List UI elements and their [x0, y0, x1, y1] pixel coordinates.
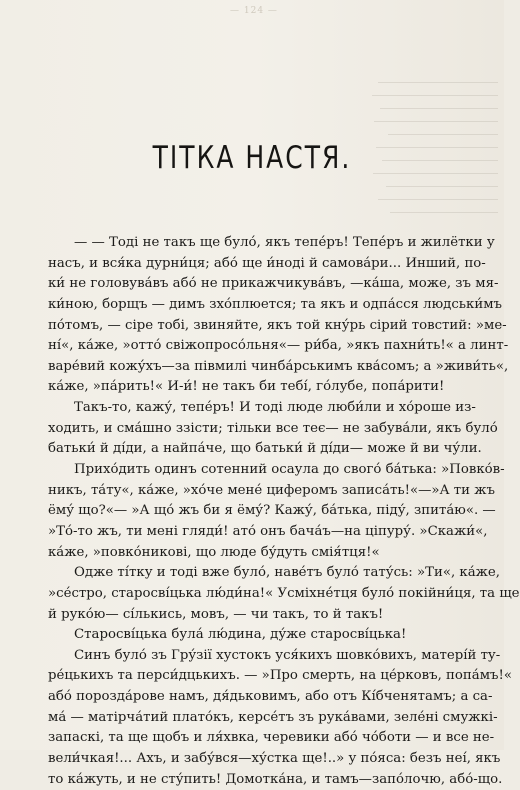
text-line: то ка́жуть, и не сту́пить! Домотка́на, и тамъ—запо́лочю, або́-що.	[48, 771, 503, 787]
text-line: ма́ — матірча́тий плато́къ, керсе́тъ зъ рука́вами, зеле́ні смужкі-	[48, 709, 498, 725]
text-line: ка́же, »па́рить!« И-и́! не такъ би тебі́, го́лубе, попа́рити!	[48, 379, 445, 395]
text-line: вели́чкая!... Ахъ, и забу́вся—ху́стка ще!..» у по́яса: безъ неі́, якъ	[48, 751, 501, 767]
text-line: Старосві́цька була́ лю́дина, ду́же старосві́цька!	[74, 627, 407, 643]
text-line: батьки́ й ді́ди, а найпа́че, що батьки́ й ді́ди— може й ви чу́ли.	[48, 441, 482, 457]
text-line: ні́«, ка́же, »отто́ свіжопросо́льня«— ри́ба, »якъ пахни́ть!« а линт-	[48, 338, 509, 354]
chapter-title: ТІТКА НАСТЯ.	[152, 139, 352, 176]
text-line: ходить, и сма́шно ззісти; тільки все теє— не забува́ли, якъ було́	[48, 420, 498, 436]
text-line: Одже ті́тку и тоді вже було́, наве́тъ було́ тату́сь: »Ти«, ка́же,	[74, 565, 500, 581]
text-line: ре́цькихъ та перси́дцькихъ. — »Про смерть, на це́рковъ, попа́мъ!«	[48, 668, 512, 684]
text-line: ки́ною, борщъ — димъ зхо́плюется; та якъ и одпа́сся людськи́мъ	[48, 296, 503, 312]
text-line: никъ, та́ту«, ка́же, »хо́че мене́ циферомъ записа́ть!«—»А ти жъ	[48, 482, 495, 498]
text-line: Синъ було́ зъ Гру́зії хустокъ уся́кихъ шовко́вихъ, матері́й ту-	[74, 647, 501, 663]
text-line: ки́ не головува́въ або́ не прикажчикува́въ, —ка́ша, може, зъ мя-	[48, 276, 499, 292]
text-line: — — Тоді не такъ ще було́, якъ тепе́ръ! Тепе́ръ и жилётки у	[74, 235, 495, 250]
text-line: ёму́ що?«— »А що́ жъ би я ёму́? Кажу́, ба́тька, піду́, зпита́ю«. —	[48, 503, 496, 519]
text-line: »се́стро, старосві́цька лю́ди́на!« Усміхне́тця було́ покійни́ця, та ще	[48, 585, 520, 601]
text-line: ка́же, »повко́никові, що люде бу́дуть смія́тця!«	[48, 544, 380, 560]
text-line: й руко́ю— сі́лькись, мовъ, — чи такъ, то й такъ!	[48, 606, 384, 622]
text-line: Прихо́дить одинъ сотенний осаула до свого́ ба́тька: »Повко́в-	[74, 462, 505, 478]
text-line: »То́-то жъ, ти мені гляди́! ато́ онъ бача́ъ—на ціпуру́. »Скажи́«,	[48, 523, 488, 539]
text-line: по́томъ, — сіре тобі, звиняйте, якъ той кну́рь сірий товстий: »ме-	[48, 317, 507, 333]
text-line: або́ порозда́рове намъ, дя́дьковимъ, або отъ Кі́бченятамъ; а са-	[48, 689, 493, 705]
body-text	[48, 233, 520, 790]
bleed-through-header: — 124 —	[230, 6, 278, 16]
text-line: варе́вий кожу́хъ—за півмилі чинба́рськимъ ква́сомъ; а »живи́ть«,	[48, 358, 509, 374]
text-line: насъ, и вся́ка дурни́ця; або́ ще и́ноді й самова́ри... Инший, по-	[48, 255, 486, 271]
text-line: Такъ-то, кажу́, тепе́ръ! И тоді люде люби́ли и хо́роше из-	[74, 400, 476, 416]
text-line: запаскі, та ще щобъ и ля́хвка, черевики або́ чо́боти — и все не-	[48, 730, 495, 746]
